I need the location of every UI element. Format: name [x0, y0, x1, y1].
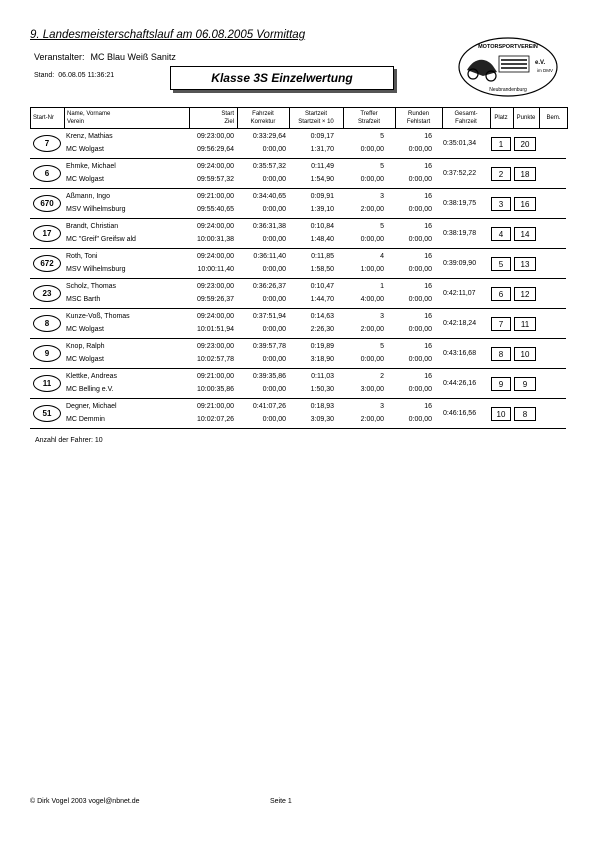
start-number-badge: 8 [33, 315, 61, 332]
points-box: 14 [514, 227, 536, 241]
rider-name: Brandt, Christian [66, 223, 119, 230]
rider-name: Knop, Ralph [66, 343, 105, 350]
rider-name: Roth, Toni [66, 253, 98, 260]
hits: 5 [380, 133, 384, 140]
finish-time: 10:00:11,40 [197, 266, 234, 273]
total-time: 0:37:52,22 [443, 170, 477, 177]
laps: 16 [424, 373, 432, 380]
false-start: 0:00,00 [408, 416, 432, 423]
penalty-time: 2:00,00 [360, 326, 384, 333]
col-start-ziel: Start Ziel [221, 111, 234, 125]
hits: 5 [380, 223, 384, 230]
total-time: 0:38:19,78 [443, 230, 477, 237]
col-platz: Platz [494, 115, 508, 121]
col-fahrzeit: Fahrzeit Korrektur [250, 111, 276, 125]
place-box: 9 [491, 377, 511, 391]
start-duration: 0:19,89 [310, 343, 334, 350]
start-time: 09:21:00,00 [197, 403, 234, 410]
total-time: 0:46:16,56 [443, 410, 477, 417]
place-box: 7 [491, 317, 511, 331]
start-number-badge: 7 [33, 135, 61, 152]
table-row [30, 129, 566, 159]
rider-name: Ehmke, Michael [66, 163, 116, 170]
laps: 16 [424, 133, 432, 140]
start-duration-x10: 1:50,30 [310, 386, 334, 393]
total-time: 0:43:16,68 [443, 350, 477, 357]
table-row [30, 369, 566, 399]
finish-time: 10:02:57,78 [197, 356, 234, 363]
place-box: 2 [491, 167, 511, 181]
correction: 0:00,00 [262, 236, 286, 243]
laps: 16 [424, 313, 432, 320]
correction: 0:00,00 [262, 296, 286, 303]
table-header [30, 107, 568, 129]
place-box: 5 [491, 257, 511, 271]
total-time: 0:42:18,24 [443, 320, 477, 327]
table-row [30, 249, 566, 279]
ride-time: 0:36:11,40 [253, 253, 286, 260]
start-number-badge: 9 [33, 345, 61, 362]
hits: 4 [380, 253, 384, 260]
hits: 5 [380, 163, 384, 170]
points-box: 8 [514, 407, 536, 421]
points-box: 9 [514, 377, 536, 391]
rider-name: Degner, Michael [66, 403, 117, 410]
points-box: 13 [514, 257, 536, 271]
start-time: 09:23:00,00 [197, 283, 234, 290]
finish-time: 09:59:57,32 [197, 176, 234, 183]
place-box: 4 [491, 227, 511, 241]
correction: 0:00,00 [262, 176, 286, 183]
col-name: Name, Vorname Verein [67, 111, 111, 125]
finish-time: 09:59:26,37 [197, 296, 234, 303]
ride-time: 0:37:51,94 [252, 313, 286, 320]
penalty-time: 0:00,00 [360, 356, 384, 363]
club-name: MSV Wilhelmsburg [66, 266, 126, 273]
penalty-time: 1:00,00 [360, 266, 384, 273]
penalty-time: 2:00,00 [360, 206, 384, 213]
start-number-badge: 672 [33, 255, 61, 272]
correction: 0:00,00 [262, 266, 286, 273]
false-start: 0:00,00 [408, 176, 432, 183]
hits: 3 [380, 403, 384, 410]
total-time: 0:44:26,16 [443, 380, 477, 387]
correction: 0:00,00 [262, 146, 286, 153]
table-row [30, 399, 566, 429]
hits: 1 [380, 283, 384, 290]
start-duration-x10: 3:18,90 [310, 356, 334, 363]
club-name: MC Wolgast [66, 356, 104, 363]
start-duration: 0:10,47 [310, 283, 334, 290]
start-duration: 0:11,85 [311, 253, 334, 260]
table-row [30, 219, 566, 249]
start-time: 09:24:00,00 [197, 163, 234, 170]
finish-time: 10:02:07,26 [197, 416, 234, 423]
col-start-nr: Start-Nr [33, 115, 54, 121]
table-row [30, 189, 566, 219]
start-duration-x10: 1:54,90 [310, 176, 334, 183]
rider-count: Anzahl der Fahrer: 10 [35, 437, 103, 444]
start-time: 09:23:00,00 [197, 343, 234, 350]
stand-timestamp [34, 72, 114, 79]
logo-bottom-text: Neubrandenburg [489, 87, 527, 93]
ride-time: 0:36:26,37 [252, 283, 286, 290]
class-title-box [170, 66, 394, 90]
table-row [30, 159, 566, 189]
false-start: 0:00,00 [408, 266, 432, 273]
start-number-badge: 51 [33, 405, 61, 422]
place-box: 1 [491, 137, 511, 151]
hits: 3 [380, 193, 384, 200]
stand-label: Stand: [34, 72, 55, 79]
total-time: 0:35:01,34 [443, 140, 477, 147]
start-duration: 0:11,03 [311, 373, 334, 380]
place-box: 6 [491, 287, 511, 301]
ride-time: 0:39:35,86 [252, 373, 286, 380]
false-start: 0:00,00 [408, 296, 432, 303]
place-box: 3 [491, 197, 511, 211]
club-name: MC Belling e.V. [66, 386, 114, 393]
rider-name: Krenz, Mathias [66, 133, 113, 140]
organizer-value: MC Blau Weiß Sanitz [90, 52, 176, 62]
start-number-badge: 11 [33, 375, 61, 392]
start-time: 09:21:00,00 [197, 193, 234, 200]
correction: 0:00,00 [262, 206, 286, 213]
start-number-badge: 17 [33, 225, 61, 242]
penalty-time: 0:00,00 [360, 176, 384, 183]
logo-top-text: MOTORSPORTVEREIN [478, 44, 538, 50]
ride-time: 0:34:40,65 [252, 193, 286, 200]
start-time: 09:24:00,00 [197, 223, 234, 230]
place-box: 8 [491, 347, 511, 361]
false-start: 0:00,00 [408, 206, 432, 213]
false-start: 0:00,00 [408, 146, 432, 153]
penalty-time: 0:00,00 [360, 146, 384, 153]
start-duration-x10: 1:58,50 [310, 266, 334, 273]
laps: 16 [424, 283, 432, 290]
correction: 0:00,00 [262, 356, 286, 363]
ride-time: 0:33:29,64 [252, 133, 286, 140]
penalty-time: 0:00,00 [360, 236, 384, 243]
club-name: MC "Greif" Greifsw ald [66, 236, 136, 243]
penalty-time: 3:00,00 [360, 386, 384, 393]
col-bem: Bem. [546, 115, 561, 121]
points-box: 18 [514, 167, 536, 181]
false-start: 0:00,00 [408, 356, 432, 363]
start-duration-x10: 1:44,70 [310, 296, 334, 303]
finish-time: 09:55:40,65 [197, 206, 234, 213]
correction: 0:00,00 [262, 386, 286, 393]
finish-time: 10:00:31,38 [197, 236, 234, 243]
footer-page: Seite 1 [270, 798, 292, 805]
stand-value: 06.08.05 11:36:21 [58, 72, 115, 79]
total-time: 0:39:09,90 [443, 260, 477, 267]
total-time: 0:38:19,75 [443, 200, 477, 207]
laps: 16 [424, 163, 432, 170]
footer-copyright: © Dirk Vogel 2003 vogel@nbnet.de [30, 798, 140, 805]
points-box: 20 [514, 137, 536, 151]
start-duration-x10: 2:26,30 [310, 326, 334, 333]
start-time: 09:23:00,00 [197, 133, 234, 140]
finish-time: 10:00:35,86 [197, 386, 234, 393]
points-box: 10 [514, 347, 536, 361]
start-number-badge: 23 [33, 285, 61, 302]
hits: 5 [380, 343, 384, 350]
start-duration: 0:10,84 [310, 223, 334, 230]
start-number-badge: 6 [33, 165, 61, 182]
ride-time: 0:35:57,32 [252, 163, 286, 170]
laps: 16 [424, 193, 432, 200]
start-duration: 0:09,17 [310, 133, 334, 140]
points-box: 16 [514, 197, 536, 211]
ride-time: 0:36:31,38 [252, 223, 286, 230]
organizer-label: Veranstalter: [34, 52, 85, 62]
col-gesamt: Gesamt- Fahrzeit [454, 111, 478, 125]
total-time: 0:42:11,07 [443, 290, 476, 297]
hits: 2 [380, 373, 384, 380]
col-runden: Runden Fehlstart [406, 111, 431, 125]
start-duration: 0:09,91 [310, 193, 334, 200]
col-punkte: Punkte [516, 115, 536, 121]
correction: 0:00,00 [262, 326, 286, 333]
points-box: 11 [514, 317, 536, 331]
hits: 3 [380, 313, 384, 320]
rider-name: Aßmann, Ingo [66, 193, 110, 200]
laps: 16 [424, 253, 432, 260]
rider-name: Scholz, Thomas [66, 283, 117, 290]
false-start: 0:00,00 [408, 326, 432, 333]
logo-right-text: im DMV [537, 68, 553, 73]
club-name: MC Wolgast [66, 326, 104, 333]
laps: 16 [424, 403, 432, 410]
start-duration: 0:18,93 [310, 403, 334, 410]
rider-name: Kunze-Voß, Thomas [66, 313, 130, 320]
start-duration-x10: 1:39,10 [310, 206, 334, 213]
start-duration: 0:11,49 [311, 163, 334, 170]
false-start: 0:00,00 [408, 386, 432, 393]
club-name: MC Demmin [66, 416, 105, 423]
laps: 16 [424, 343, 432, 350]
col-startzeit: Startzeit Startzeit × 10 [298, 111, 334, 125]
start-time: 09:21:00,00 [197, 373, 234, 380]
club-name: MSC Barth [66, 296, 101, 303]
laps: 16 [424, 223, 432, 230]
start-duration-x10: 3:09,30 [310, 416, 334, 423]
logo-mid-text: e.V. [535, 60, 546, 66]
correction: 0:00,00 [262, 416, 286, 423]
start-number-badge: 670 [33, 195, 61, 212]
club-name: MC Wolgast [66, 146, 104, 153]
points-box: 12 [514, 287, 536, 301]
ride-time: 0:41:07,26 [252, 403, 286, 410]
table-row [30, 339, 566, 369]
start-duration-x10: 1:48,40 [310, 236, 334, 243]
organizer [34, 52, 176, 62]
start-time: 09:24:00,00 [197, 313, 234, 320]
table-row [30, 279, 566, 309]
penalty-time: 2:00,00 [360, 416, 384, 423]
finish-time: 09:56:29,64 [197, 146, 234, 153]
page-title: 9. Landesmeisterschaftslauf am 06.08.2005 Vormittag [30, 29, 306, 41]
ride-time: 0:39:57,78 [252, 343, 286, 350]
start-time: 09:24:00,00 [197, 253, 234, 260]
penalty-time: 4:00,00 [360, 296, 384, 303]
club-logo [457, 36, 559, 98]
club-name: MC Wolgast [66, 176, 104, 183]
col-treffer: Treffer Strafzeit [357, 111, 380, 125]
rider-name: Klettke, Andreas [66, 373, 117, 380]
finish-time: 10:01:51,94 [197, 326, 234, 333]
false-start: 0:00,00 [408, 236, 432, 243]
start-duration-x10: 1:31,70 [310, 146, 334, 153]
class-title: Klasse 3S Einzelwertung [211, 71, 353, 85]
table-row [30, 309, 566, 339]
start-duration: 0:14,63 [310, 313, 334, 320]
place-box: 10 [491, 407, 511, 421]
club-name: MSV Wilhelmsburg [66, 206, 126, 213]
